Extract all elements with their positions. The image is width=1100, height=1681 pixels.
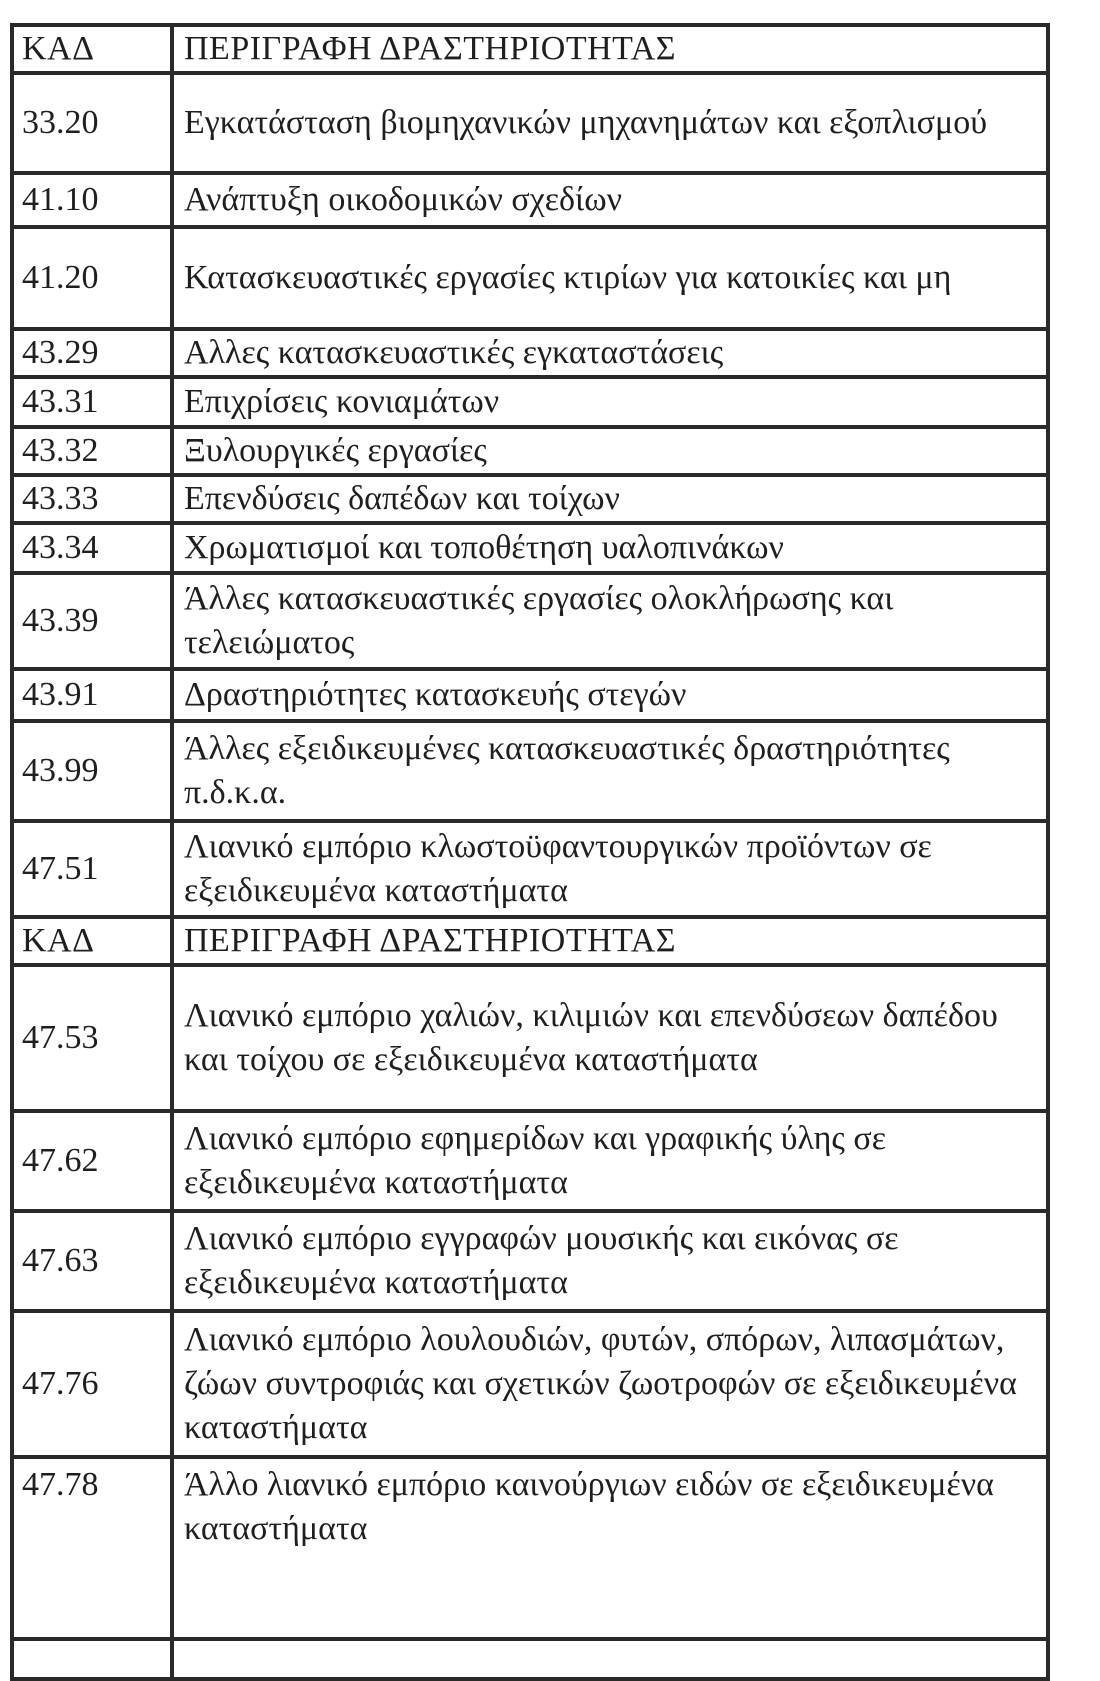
kad-code-cell: 41.20: [12, 227, 172, 329]
kad-table-container: [10, 23, 1050, 1681]
table-row: [12, 1639, 1048, 1679]
table-row: [12, 475, 1048, 523]
activity-description-cell: Δραστηριότητες κατασκευής στεγών: [172, 669, 1048, 721]
kad-code-cell: 43.91: [12, 669, 172, 721]
activity-description-cell: Χρωματισμοί και τοποθέτηση υαλοπινάκων: [172, 523, 1048, 573]
kad-table-body: [12, 25, 1048, 1679]
column-header-description: ΠΕΡΙΓΡΑΦΗ ΔΡΑΣΤΗΡΙΟΤΗΤΑΣ: [172, 917, 1048, 965]
kad-code-cell: 43.34: [12, 523, 172, 573]
kad-code-cell: 47.63: [12, 1211, 172, 1311]
activity-description-cell: Ανάπτυξη οικοδομικών σχεδίων: [172, 173, 1048, 227]
activity-description-cell: Άλλες κατασκευαστικές εργασίες ολοκλήρωσης και τελειώματος: [172, 573, 1048, 669]
table-row: [12, 73, 1048, 173]
activity-description-cell: Λιανικό εμπόριο λουλουδιών, φυτών, σπόρων, λιπασμάτων, ζώων συντροφιάς και σχετικών ζωοτροφών σε εξειδικευμένα καταστήματα: [172, 1311, 1048, 1457]
table-header-row: [12, 917, 1048, 965]
table-row: [12, 329, 1048, 377]
kad-code-cell: 47.51: [12, 821, 172, 917]
activity-description-cell: Άλλες εξειδικευμένες κατασκευαστικές δραστηριότητες π.δ.κ.α.: [172, 721, 1048, 821]
kad-code-cell: 43.29: [12, 329, 172, 377]
activity-description-cell: Λιανικό εμπόριο κλωστοϋφαντουργικών προϊόντων σε εξειδικευμένα καταστήματα: [172, 821, 1048, 917]
kad-code-cell: 47.78: [12, 1457, 172, 1639]
kad-code-cell: 47.53: [12, 965, 172, 1111]
kad-code-cell: 33.20: [12, 73, 172, 173]
activity-description-cell: Επενδύσεις δαπέδων και τοίχων: [172, 475, 1048, 523]
activity-description-cell: Ξυλουργικές εργασίες: [172, 427, 1048, 475]
table-row: [12, 427, 1048, 475]
table-row: [12, 965, 1048, 1111]
table-row: [12, 1211, 1048, 1311]
column-header-description: ΠΕΡΙΓΡΑΦΗ ΔΡΑΣΤΗΡΙΟΤΗΤΑΣ: [172, 25, 1048, 73]
activity-description-cell: Επιχρίσεις κονιαμάτων: [172, 377, 1048, 427]
kad-code-cell: 47.62: [12, 1111, 172, 1211]
table-row: [12, 1311, 1048, 1457]
table-row: [12, 523, 1048, 573]
table-row: [12, 1457, 1048, 1639]
column-header-kad: ΚΑΔ: [12, 25, 172, 73]
kad-code-cell: 43.39: [12, 573, 172, 669]
activity-description-cell: Κατασκευαστικές εργασίες κτιρίων για κατοικίες και μη: [172, 227, 1048, 329]
table-row: [12, 821, 1048, 917]
kad-code-cell: 43.99: [12, 721, 172, 821]
kad-code-cell: 47.76: [12, 1311, 172, 1457]
kad-code-cell: 43.32: [12, 427, 172, 475]
kad-code-cell: 43.31: [12, 377, 172, 427]
activity-description-cell: [172, 1639, 1048, 1679]
table-row: [12, 227, 1048, 329]
kad-activities-table: [10, 23, 1050, 1681]
kad-code-cell: 41.10: [12, 173, 172, 227]
kad-code-cell: [12, 1639, 172, 1679]
table-row: [12, 721, 1048, 821]
activity-description-cell: Εγκατάσταση βιομηχανικών μηχανημάτων και εξοπλισμού: [172, 73, 1048, 173]
table-row: [12, 669, 1048, 721]
kad-code-cell: 43.33: [12, 475, 172, 523]
activity-description-cell: Λιανικό εμπόριο εφημερίδων και γραφικής ύλης σε εξειδικευμένα καταστήματα: [172, 1111, 1048, 1211]
table-row: [12, 173, 1048, 227]
table-row: [12, 1111, 1048, 1211]
table-row: [12, 377, 1048, 427]
activity-description-cell: Άλλο λιανικό εμπόριο καινούργιων ειδών σε εξειδικευμένα καταστήματα: [172, 1457, 1048, 1639]
column-header-kad: ΚΑΔ: [12, 917, 172, 965]
table-row: [12, 573, 1048, 669]
activity-description-cell: Λιανικό εμπόριο χαλιών, κιλιμιών και επενδύσεων δαπέδου και τοίχου σε εξειδικευμένα καταστήματα: [172, 965, 1048, 1111]
table-header-row: [12, 25, 1048, 73]
activity-description-cell: Λιανικό εμπόριο εγγραφών μουσικής και εικόνας σε εξειδικευμένα καταστήματα: [172, 1211, 1048, 1311]
activity-description-cell: Αλλες κατασκευαστικές εγκαταστάσεις: [172, 329, 1048, 377]
